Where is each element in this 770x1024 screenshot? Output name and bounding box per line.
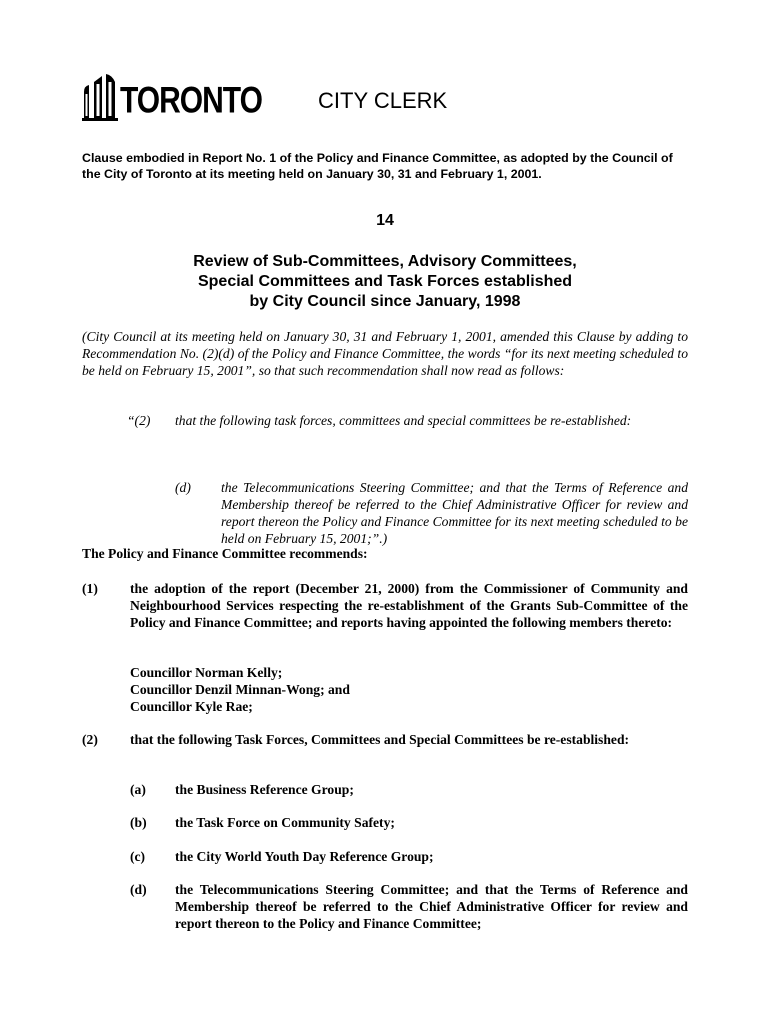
amendment-item-label: “(2) [127, 413, 151, 428]
item-number: 14 [376, 212, 394, 229]
recommendation-label: (1) [82, 581, 98, 596]
subitem-text: the Telecommunications Steering Committee; and that the Terms of Reference and Membership thereof be referred to the Chief Administrative Officer for review and report thereon to the Policy and Finance Committee; [175, 882, 688, 931]
subitem-a [130, 781, 688, 798]
amendment-subitem-label: (d) [175, 480, 191, 495]
subitem-label: (b) [130, 815, 147, 830]
subitem-text: the City World Youth Day Reference Group; [175, 849, 434, 864]
subitem-c [130, 848, 688, 865]
member-list [130, 664, 630, 715]
title-line: by City Council since January, 1998 [249, 293, 521, 310]
logo-wordmark: TORONTO [120, 80, 262, 122]
subitem-b [130, 814, 688, 831]
clause-title [0, 252, 770, 312]
title-line: Special Committees and Task Forces established [197, 273, 573, 290]
subitem-label: (d) [130, 882, 147, 897]
recommendation-text: the adoption of the report (December 21, 2000) from the Commissioner of Community and Neighbourhood Services respecting the re-establishment of the Grants Sub-Committee of the Policy and Finance Committee; and reports having appointed the following members thereto: [130, 581, 688, 630]
amendment-item [127, 412, 688, 429]
clause-intro: Clause embodied in Report No. 1 of the Policy and Finance Committee, as adopted by the Council of the City of Toronto at its meeting held on January 30, 31 and February 1, 2001. [82, 151, 673, 181]
amendment-subitem [175, 479, 688, 547]
amendment-note: (City Council at its meeting held on January 30, 31 and February 1, 2001, amended this Clause by adding to Recommendation No. (2)(d) of the Policy and Finance Committee, the words “for its next meeting scheduled to be held on February 15, 2001”, so that such recommendation shall now read as follows: [82, 329, 688, 378]
subitem-d [130, 881, 688, 932]
recommends-heading: The Policy and Finance Committee recommends: [82, 546, 368, 561]
subitem-label: (a) [130, 782, 146, 797]
office-heading: CITY CLERK [318, 88, 448, 113]
subitem-text: the Business Reference Group; [175, 782, 354, 797]
member-item: Councillor Norman Kelly; [130, 665, 283, 680]
subitem-label: (c) [130, 849, 146, 864]
recommendation-text: that the following Task Forces, Committees and Special Committees be re-established: [130, 732, 630, 747]
title-line: Review of Sub-Committees, Advisory Committees, [193, 253, 577, 270]
recommendation-label: (2) [82, 732, 98, 747]
recommendation-2 [82, 731, 688, 748]
toronto-logo [82, 72, 262, 122]
amendment-subitem-text: the Telecommunications Steering Committee; and that the Terms of Reference and Membership thereof be referred to the Chief Administrative Officer for review and report thereon the Policy and Finance Committee for its next meeting scheduled to be held on February 15, 2001;”.) [221, 480, 688, 546]
member-item: Councillor Denzil Minnan-Wong; and [130, 682, 350, 697]
member-item: Councillor Kyle Rae; [130, 699, 253, 714]
subitem-text: the Task Force on Community Safety; [175, 815, 395, 830]
city-hall-icon [82, 72, 118, 122]
amendment-item-text: that the following task forces, committees and special committees be re-established: [175, 413, 632, 428]
recommendation-1 [82, 580, 688, 631]
